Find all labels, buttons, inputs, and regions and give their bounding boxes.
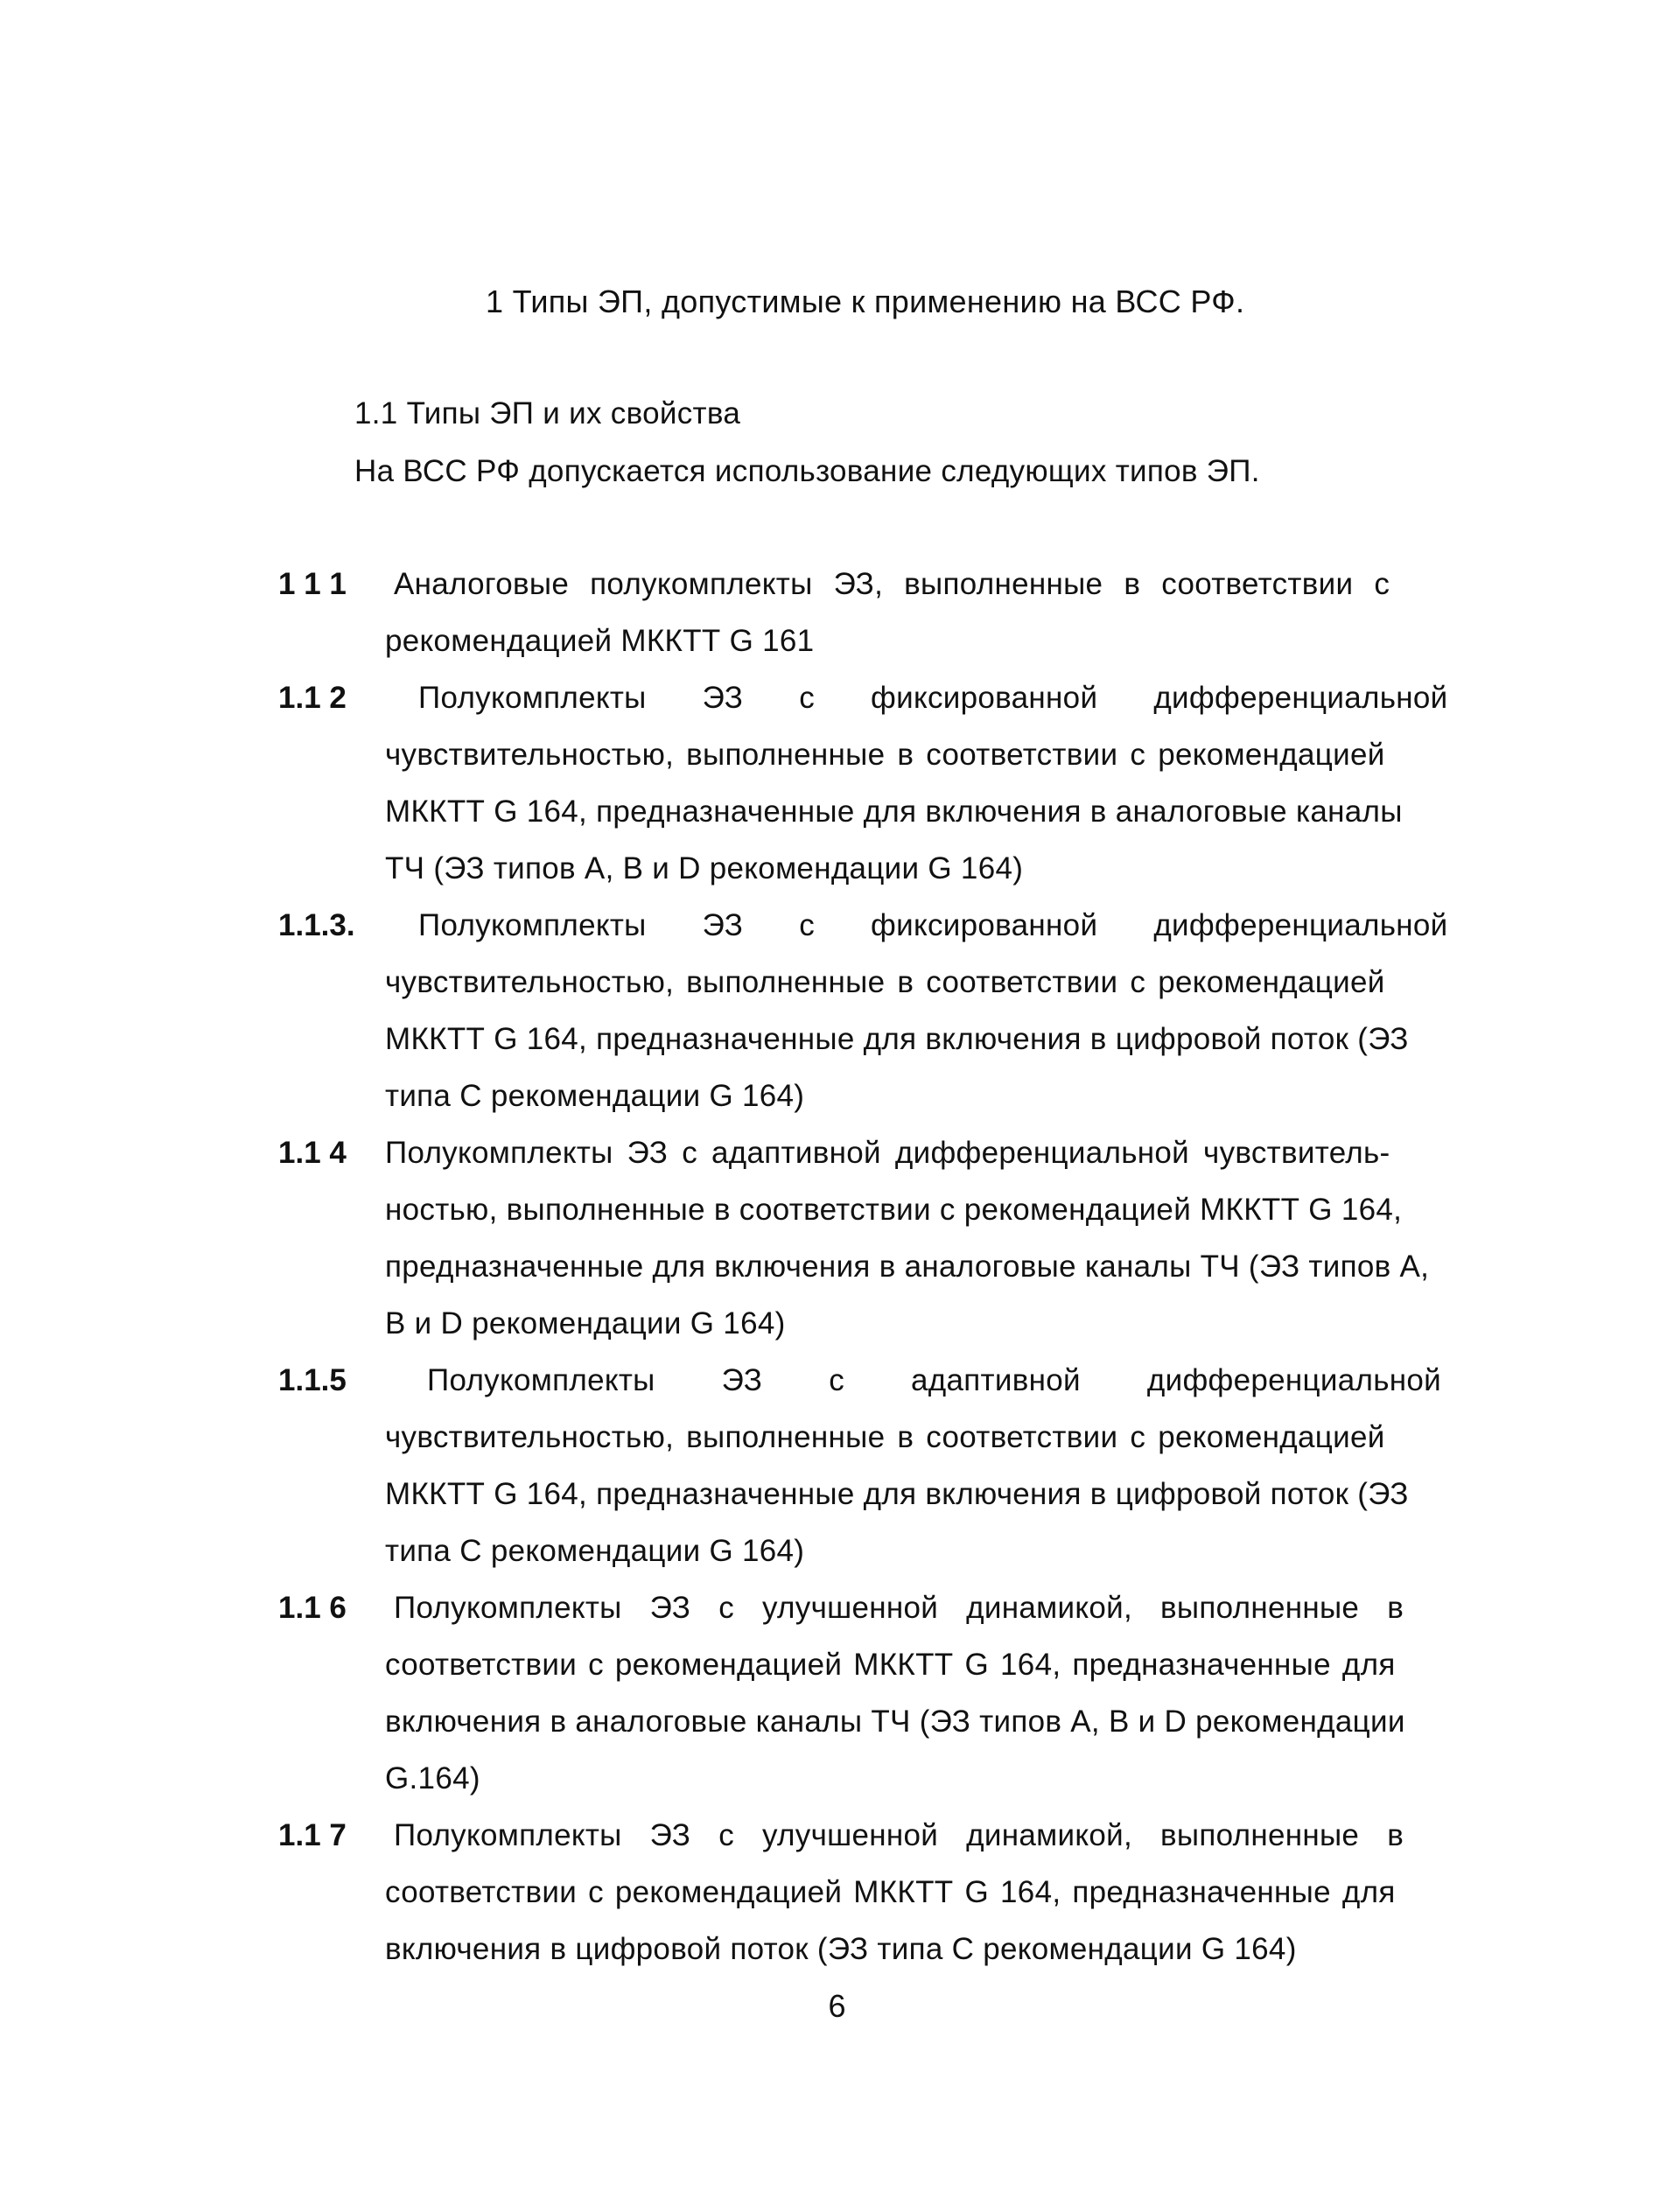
item-line: соответствии с рекомендацией МККТТ G 164, предназначенные для (385, 1875, 1396, 1909)
intro-paragraph: На ВСС РФ допускается использование следующих типов ЭП. (354, 454, 1260, 488)
item-number: 1.1.5 (278, 1363, 347, 1397)
item-line: типа С рекомендации G 164) (385, 1534, 805, 1568)
item-line: рекомендацией МККТТ G 161 (385, 624, 815, 658)
item-line: Полукомплекты ЭЗ с фиксированной дифференциальной (418, 908, 1448, 942)
page-number: 6 (828, 1988, 846, 2024)
item-line: B и D рекомендации G 164) (385, 1306, 786, 1340)
item-line: G.164) (385, 1761, 480, 1796)
item-line: МККТТ G 164, предназначенные для включения в аналоговые каналы (385, 794, 1403, 829)
item-line: ТЧ (ЭЗ типов A, B и D рекомендации G 164) (385, 851, 1024, 886)
item-line: чувствительностью, выполненные в соответствии с рекомендацией (385, 965, 1385, 999)
item-line: Полукомплекты ЭЗ с адаптивной дифференциальной (427, 1363, 1442, 1397)
item-number: 1.1 7 (278, 1818, 347, 1852)
item-line: ностью, выполненные в соответствии с рекомендацией МККТТ G 164, (385, 1193, 1403, 1227)
item-number: 1 1 1 (278, 567, 347, 601)
item-number: 1.1 6 (278, 1591, 347, 1625)
item-line: чувствительностью, выполненные в соответствии с рекомендацией (385, 1420, 1385, 1454)
item-line: МККТТ G 164, предназначенные для включения в цифровой поток (ЭЗ (385, 1022, 1409, 1056)
subsection-heading: 1.1 Типы ЭП и их свойства (354, 396, 741, 430)
item-line: типа С рекомендации G 164) (385, 1079, 805, 1113)
item-number: 1.1 2 (278, 681, 347, 715)
item-line: чувствительностью, выполненные в соответствии с рекомендацией (385, 738, 1385, 772)
item-line: Аналоговые полукомплекты ЭЗ, выполненные в соответствии с (394, 567, 1390, 601)
item-line: Полукомплекты ЭЗ с улучшенной динамикой, выполненные в (394, 1818, 1404, 1852)
item-line: Полукомплекты ЭЗ с улучшенной динамикой, выполненные в (394, 1591, 1404, 1625)
item-line: включения в цифровой поток (ЭЗ типа С рекомендации G 164) (385, 1932, 1297, 1966)
item-number: 1.1.3. (278, 908, 355, 942)
item-line: предназначенные для включения в аналоговые каналы ТЧ (ЭЗ типов A, (385, 1250, 1430, 1284)
item-line: Полукомплекты ЭЗ с фиксированной дифференциальной (418, 681, 1448, 715)
item-line: включения в аналоговые каналы ТЧ (ЭЗ типов A, B и D рекомендации (385, 1704, 1405, 1739)
item-line: соответствии с рекомендацией МККТТ G 164, предназначенные для (385, 1648, 1396, 1682)
item-line: Полукомплекты ЭЗ с адаптивной дифференциальной чувствитель- (385, 1136, 1390, 1170)
item-line: МККТТ G 164, предназначенные для включения в цифровой поток (ЭЗ (385, 1477, 1409, 1511)
item-number: 1.1 4 (278, 1136, 347, 1170)
section-heading: 1 Типы ЭП, допустимые к применению на ВСС РФ. (486, 284, 1245, 319)
